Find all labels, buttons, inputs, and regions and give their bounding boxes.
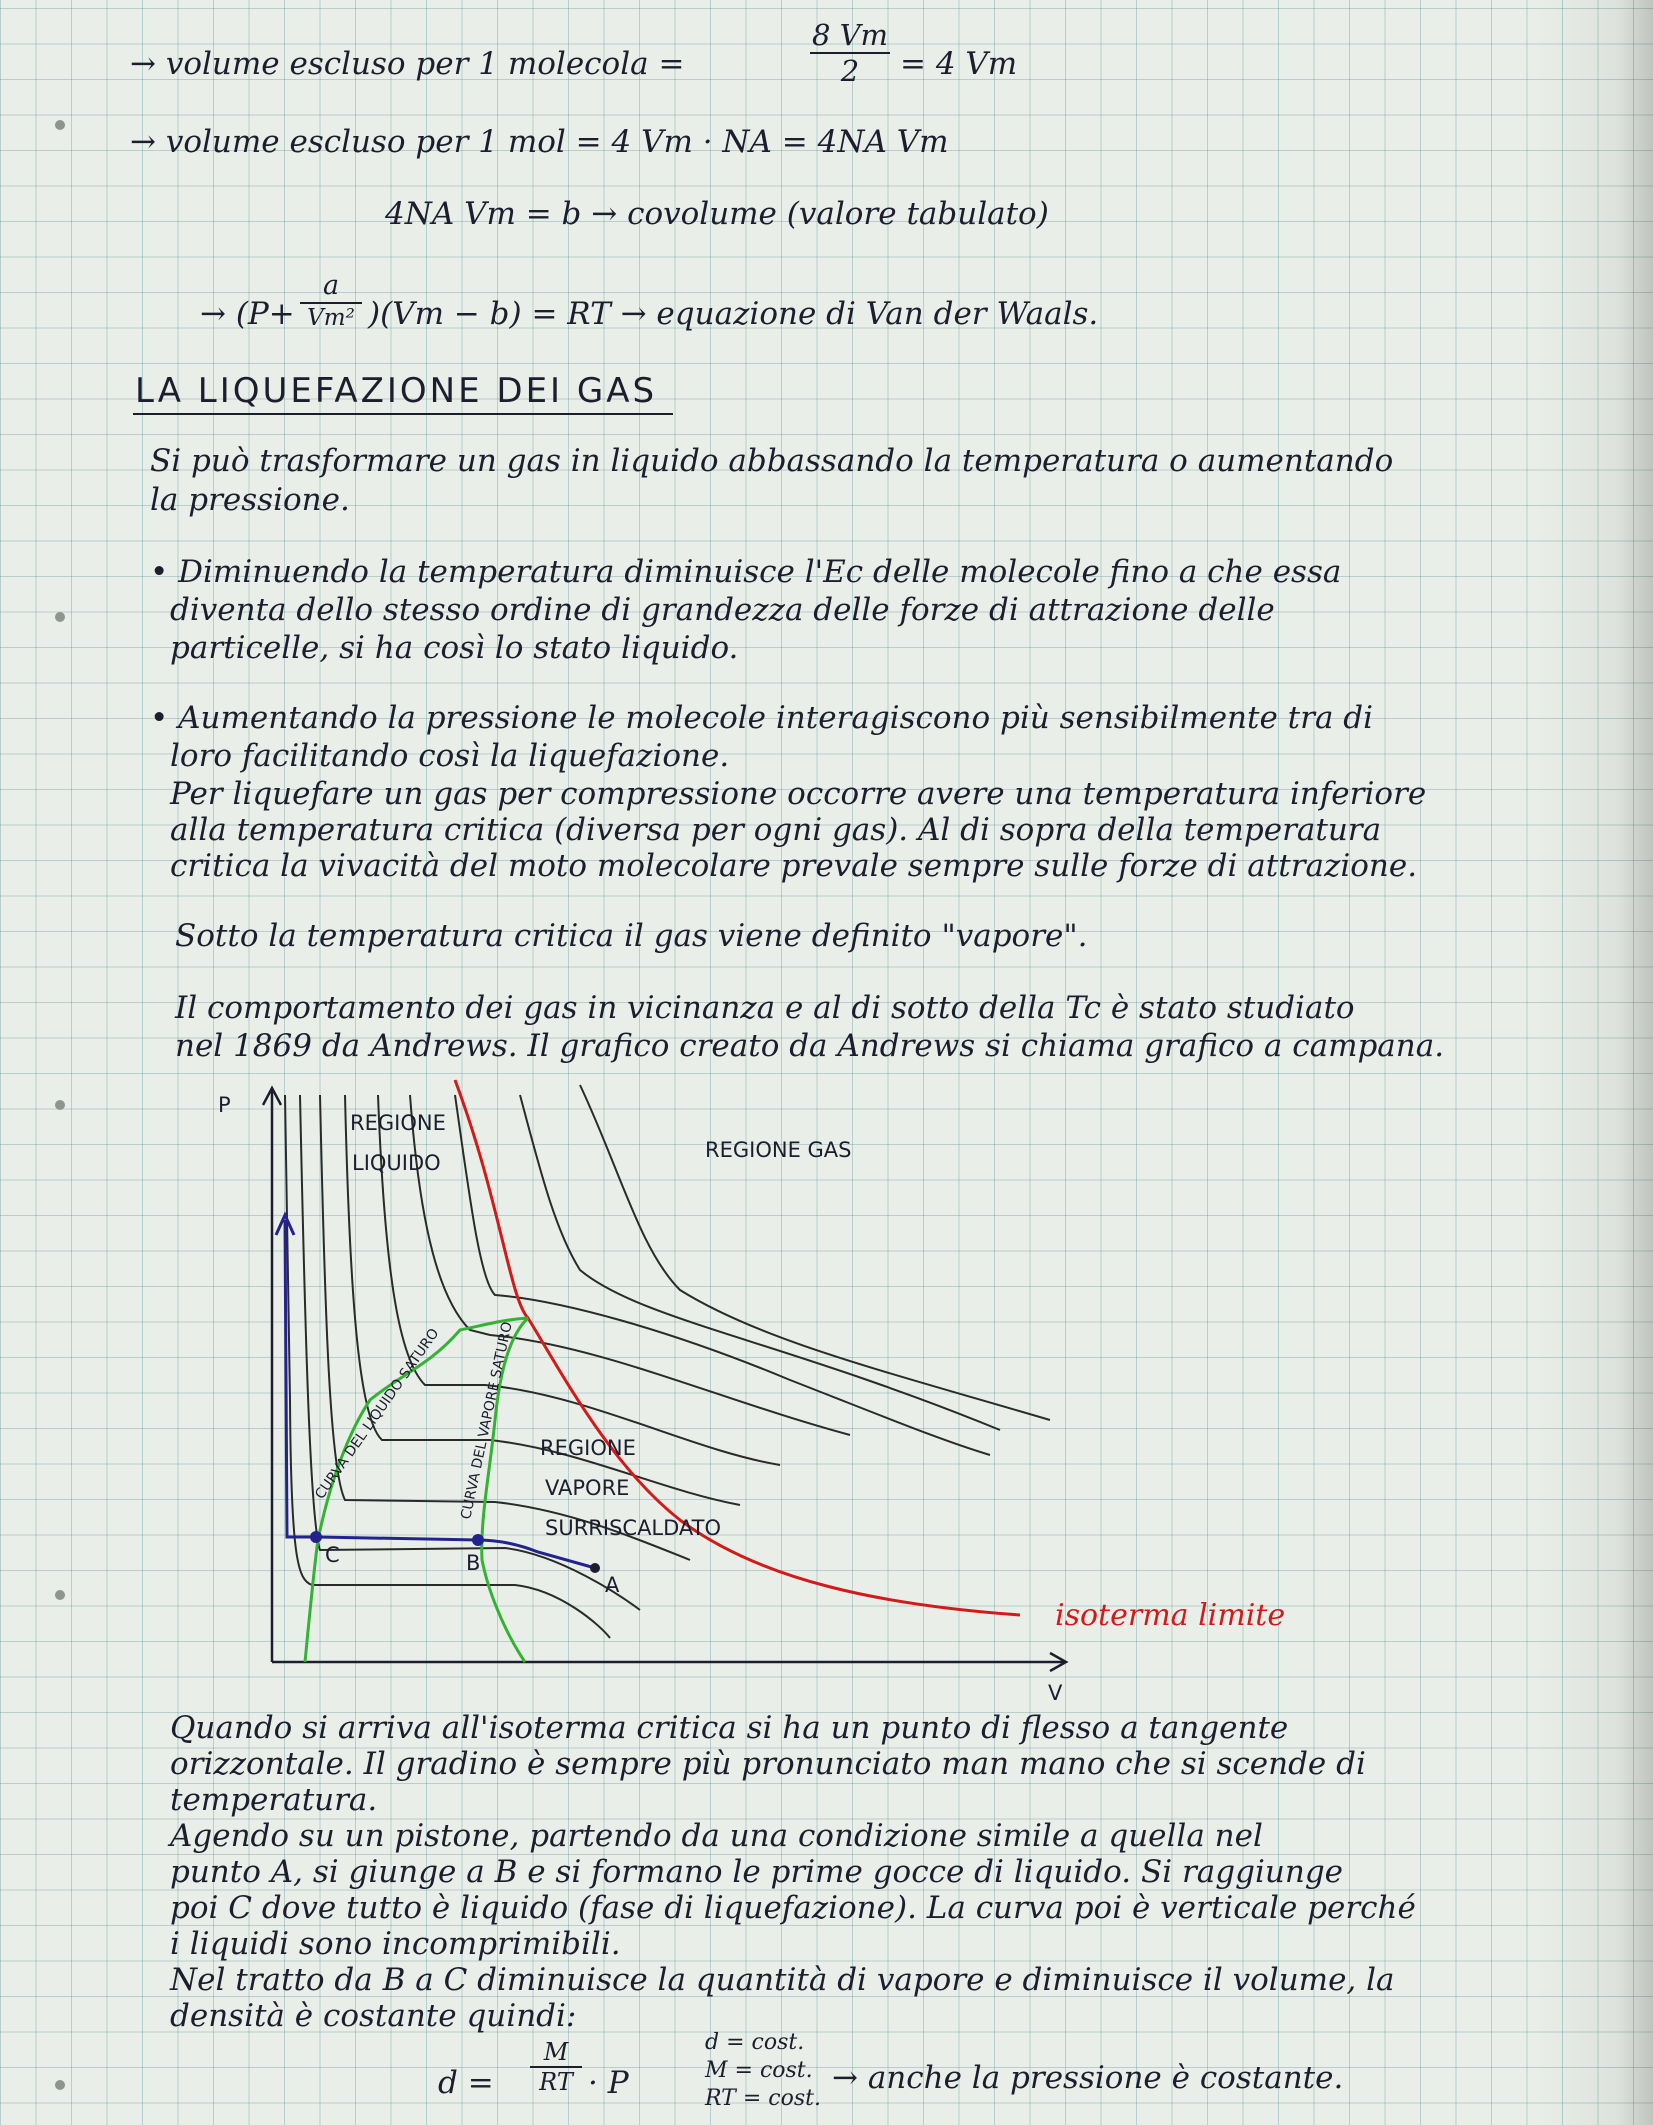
gas-region-label: REGIONE GAS xyxy=(705,1138,852,1162)
paragraph-line: Quando si arriva all'isoterma critica si ha un punto di flesso a tangente xyxy=(170,1710,1289,1746)
paragraph-line: densità è costante quindi: xyxy=(170,1998,577,2034)
isotherm xyxy=(580,1085,1050,1420)
vapor-saturated-label: CURVA DEL VAPORE SATURO xyxy=(458,1320,516,1521)
fraction-denominator: RT xyxy=(539,2068,573,2096)
paragraph-line: Nel tratto da B a C diminuisce la quantità di vapore e diminuisce il volume, la xyxy=(170,1962,1395,1998)
line-volume-molecule: → volume escluso per 1 molecola = xyxy=(130,46,685,82)
limit-isotherm-label: isoterma limite xyxy=(1055,1598,1286,1633)
bullet-line: Per liquefare un gas per compressione occorre avere una temperatura inferiore xyxy=(170,776,1427,812)
vapor-region-label: REGIONE xyxy=(540,1436,636,1460)
vapor-region-label: SURRISCALDATO xyxy=(545,1516,722,1540)
line-volume-mol: → volume escluso per 1 mol = 4 Vm · NA = 4NA Vm xyxy=(130,124,949,160)
fraction-m-rt xyxy=(530,2038,582,2096)
line-covolume: 4NA Vm = b → covolume (valore tabulato) xyxy=(385,196,1049,232)
y-axis-label: P xyxy=(218,1093,231,1117)
x-axis-label: V xyxy=(1048,1681,1063,1705)
fraction-numerator: M xyxy=(543,2038,569,2066)
section-title: LA LIQUEFAZIONE DEI GAS xyxy=(135,371,658,411)
paragraph-line: Si può trasformare un gas in liquido abbassando la temperatura o aumentando xyxy=(150,443,1394,479)
constant-rt: RT = cost. xyxy=(705,2086,821,2111)
bullet-line: critica la vivacità del moto molecolare prevale sempre sulle forze di attrazione. xyxy=(170,848,1418,884)
bullet-line: diventa dello stesso ordine di grandezza delle forze di attrazione delle xyxy=(170,592,1275,628)
fraction-numerator: a xyxy=(322,270,340,301)
constant-m: M = cost. xyxy=(705,2058,813,2083)
point-c-marker xyxy=(310,1531,322,1543)
vdw-lhs: → (P+ xyxy=(200,296,295,332)
liquid-region-label: REGIONE xyxy=(350,1111,446,1135)
point-c-label: C xyxy=(325,1543,340,1567)
formula-result: → anche la pressione è costante. xyxy=(832,2060,1344,2096)
paragraph-line: Agendo su un pistone, partendo da una condizione simile a quella nel xyxy=(170,1818,1263,1854)
paragraph-line: temperatura. xyxy=(170,1782,378,1818)
bullet-line: particelle, si ha così lo stato liquido. xyxy=(170,630,739,666)
paragraph-line: Sotto la temperatura critica il gas viene definito "vapore". xyxy=(175,918,1088,954)
point-b-marker xyxy=(472,1534,484,1546)
line-volume-molecule-result: = 4 Vm xyxy=(900,46,1018,82)
liquid-saturated-label: CURVA DEL LIQUIDO SATURO xyxy=(312,1325,443,1503)
point-a-marker xyxy=(590,1563,600,1573)
liquid-region-label: LIQUIDO xyxy=(352,1151,441,1175)
bullet-line: loro facilitando così la liquefazione. xyxy=(170,738,730,774)
fraction-denominator: Vm² xyxy=(307,305,355,331)
paragraph-line: Il comportamento dei gas in vicinanza e al di sotto della Tc è stato studiato xyxy=(175,990,1355,1026)
vdw-rhs: )(Vm − b) = RT → equazione di Van der Waals. xyxy=(368,296,1099,332)
fraction-denominator: 2 xyxy=(840,54,860,88)
paragraph-line: orizzontale. Il gradino è sempre più pronunciato man mano che si scende di xyxy=(170,1746,1366,1782)
bullet-line: • Aumentando la pressione le molecole interagiscono più sensibilmente tra di xyxy=(150,700,1374,736)
formula-d: d = xyxy=(438,2065,494,2101)
constant-d: d = cost. xyxy=(705,2030,805,2055)
paragraph-line: i liquidi sono incomprimibili. xyxy=(170,1926,621,1962)
paragraph-line: poi C dove tutto è liquido (fase di liquefazione). La curva poi è verticale perché xyxy=(170,1890,1416,1926)
bullet-line: • Diminuendo la temperatura diminuisce l'Ec delle molecole fino a che essa xyxy=(150,554,1342,590)
point-b-label: B xyxy=(466,1551,481,1575)
formula-tail: · P xyxy=(588,2065,629,2101)
point-a-label: A xyxy=(605,1573,620,1597)
paragraph-line: punto A, si giunge a B e si formano le prime gocce di liquido. Si raggiunge xyxy=(170,1854,1344,1890)
vapor-region-label: VAPORE xyxy=(545,1476,630,1500)
bullet-line: alla temperatura critica (diversa per ogni gas). Al di sopra della temperatura xyxy=(170,812,1382,848)
paragraph-line: la pressione. xyxy=(150,482,350,518)
fraction-numerator: 8 Vm xyxy=(811,18,889,52)
paragraph-line: nel 1869 da Andrews. Il grafico creato da Andrews si chiama grafico a campana. xyxy=(175,1028,1445,1064)
